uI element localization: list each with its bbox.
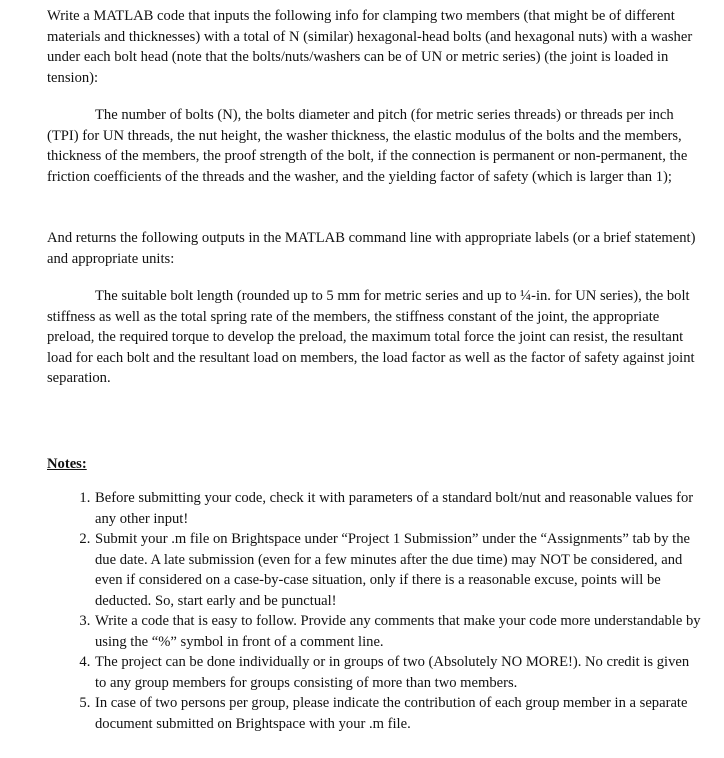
note-item: 5. In case of two persons per group, please indicate the contribution of each group member in a separate document submitted on Brightspace with your .m file. [94,693,704,734]
outputs-paragraph: The suitable bolt length (rounded up to 5 mm for metric series and up to ¼-in. for UN series), the bolt stiffness as well as the total spring rate of the members, the stiffness constant of the joint, the appropriate preload, the required torque to develop the preload, the maximum total force the joint can resist, the resultant load for each bolt and the resultant load on members, the load factor as well as the factor of safety against joint separation. [47,288,695,386]
note-item: 4. The project can be done individually or in groups of two (Absolutely NO MORE!). No credit is given to any group members for groups consisting of more than two members. [94,652,704,693]
note-item: 3. Write a code that is easy to follow. Provide any comments that make your code more understandable by using the “%” symbol in front of a comment line. [94,611,704,652]
note-item: 2. Submit your .m file on Brightspace under “Project 1 Submission” under the “Assignments” tab by the due date. A late submission (even for a few minutes after the due time) may NOT be considered, and even if considered on a case-by-case situation, only if there is a reasonable excuse, points will be deducted. So, start early and be punctual! [94,529,704,611]
inputs-paragraph: The number of bolts (N), the bolts diameter and pitch (for metric series threads) or threads per inch (TPI) for UN threads, the nut height, the washer thickness, the elastic modulus of the bolts and the members, thickness of the members, the proof strength of the bolt, if the connection is permanent or non-permanent, the friction coefficients of the threads and the washer, and the yielding factor of safety (which is larger than 1); [47,107,688,185]
note-item: 1. Before submitting your code, check it with parameters of a standard bolt/nut and reasonable values for any other input! [94,488,704,529]
intro-paragraph: Write a MATLAB code that inputs the following info for clamping two members (that might be of different materials and thicknesses) with a total of N (similar) hexagonal-head bolts (and hexagonal nuts) with a washer under each bolt head (note that the bolts/nuts/washers can be of UN or metric series) (the joint is loaded in tension): [47,8,693,86]
notes-list [47,488,704,734]
outputs-intro-paragraph: And returns the following outputs in the MATLAB command line with appropriate labels (or a brief statement) and appropriate units: [47,230,696,267]
notes-heading: Notes: [47,455,87,472]
